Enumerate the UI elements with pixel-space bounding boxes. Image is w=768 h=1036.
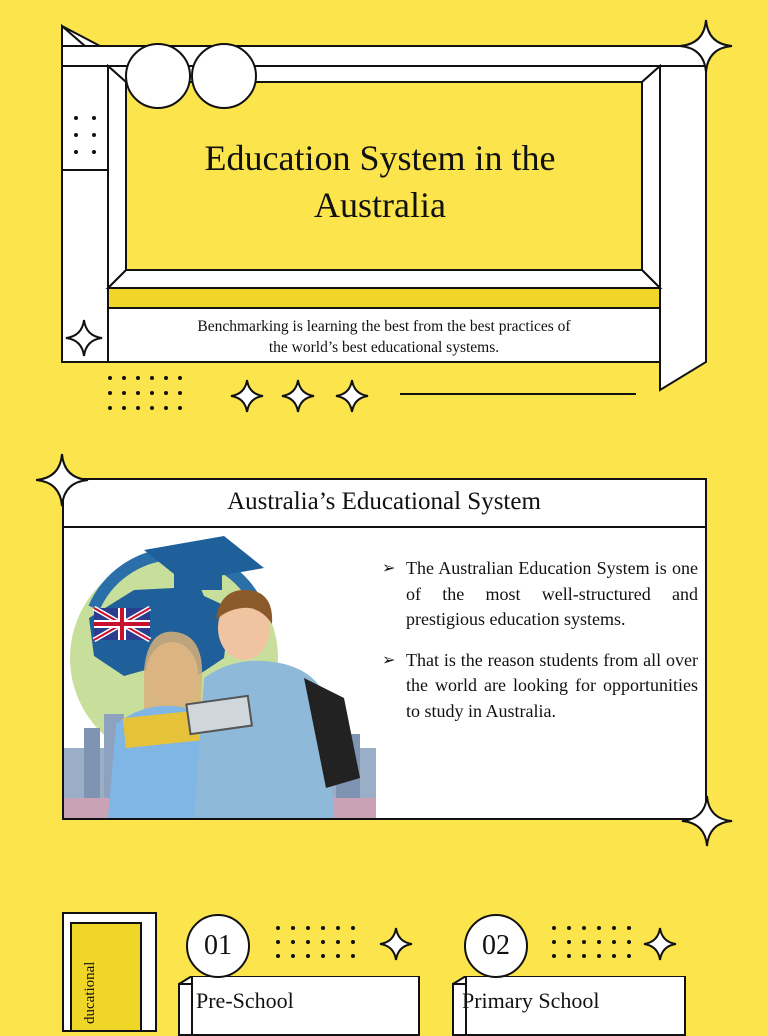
sparkle-icon xyxy=(64,318,104,358)
page-title xyxy=(110,135,650,229)
sparkle-icon xyxy=(378,926,414,962)
list-item xyxy=(382,556,698,633)
section-title: Australia’s Educational System xyxy=(227,488,541,515)
sparkle-icon xyxy=(229,378,265,414)
subtitle xyxy=(110,316,658,358)
subtitle-line-1: Benchmarking is learning the best from the best practices of xyxy=(197,318,571,335)
dot-grid xyxy=(276,926,355,958)
sparkle-icon xyxy=(334,378,370,414)
arrow-right-icon: ➢ xyxy=(382,560,396,577)
dot-grid xyxy=(108,376,182,410)
dot-grid xyxy=(552,926,631,958)
step-label: Primary School xyxy=(462,988,600,1013)
bullet-text: That is the reason students from all over the world are looking for opportunities to study in Australia. xyxy=(406,649,698,721)
dot-grid xyxy=(74,116,96,154)
sparkle-icon xyxy=(280,378,316,414)
bullet-list xyxy=(382,556,698,739)
side-tab-label: ducational xyxy=(82,961,98,1024)
step-label: Pre-School xyxy=(196,988,294,1013)
sparkle-icon xyxy=(34,452,90,508)
title-line-1: Education System in the xyxy=(204,138,556,178)
sparkle-icon xyxy=(680,794,734,848)
students-australia-map-photo xyxy=(64,528,376,818)
subtitle-line-2: the world’s best educational systems. xyxy=(268,339,500,356)
list-item xyxy=(382,648,698,725)
sparkle-icon xyxy=(678,18,734,74)
sparkle-icon xyxy=(642,926,678,962)
side-tab xyxy=(70,922,142,1032)
bullet-text: The Australian Education System is one of the most well-structured and prestigious education systems. xyxy=(406,558,698,629)
step-number-circle: 01 xyxy=(186,914,250,978)
title-line-2: Australia xyxy=(314,185,446,225)
step-number-circle: 02 xyxy=(464,914,528,978)
arrow-right-icon: ➢ xyxy=(382,651,396,669)
